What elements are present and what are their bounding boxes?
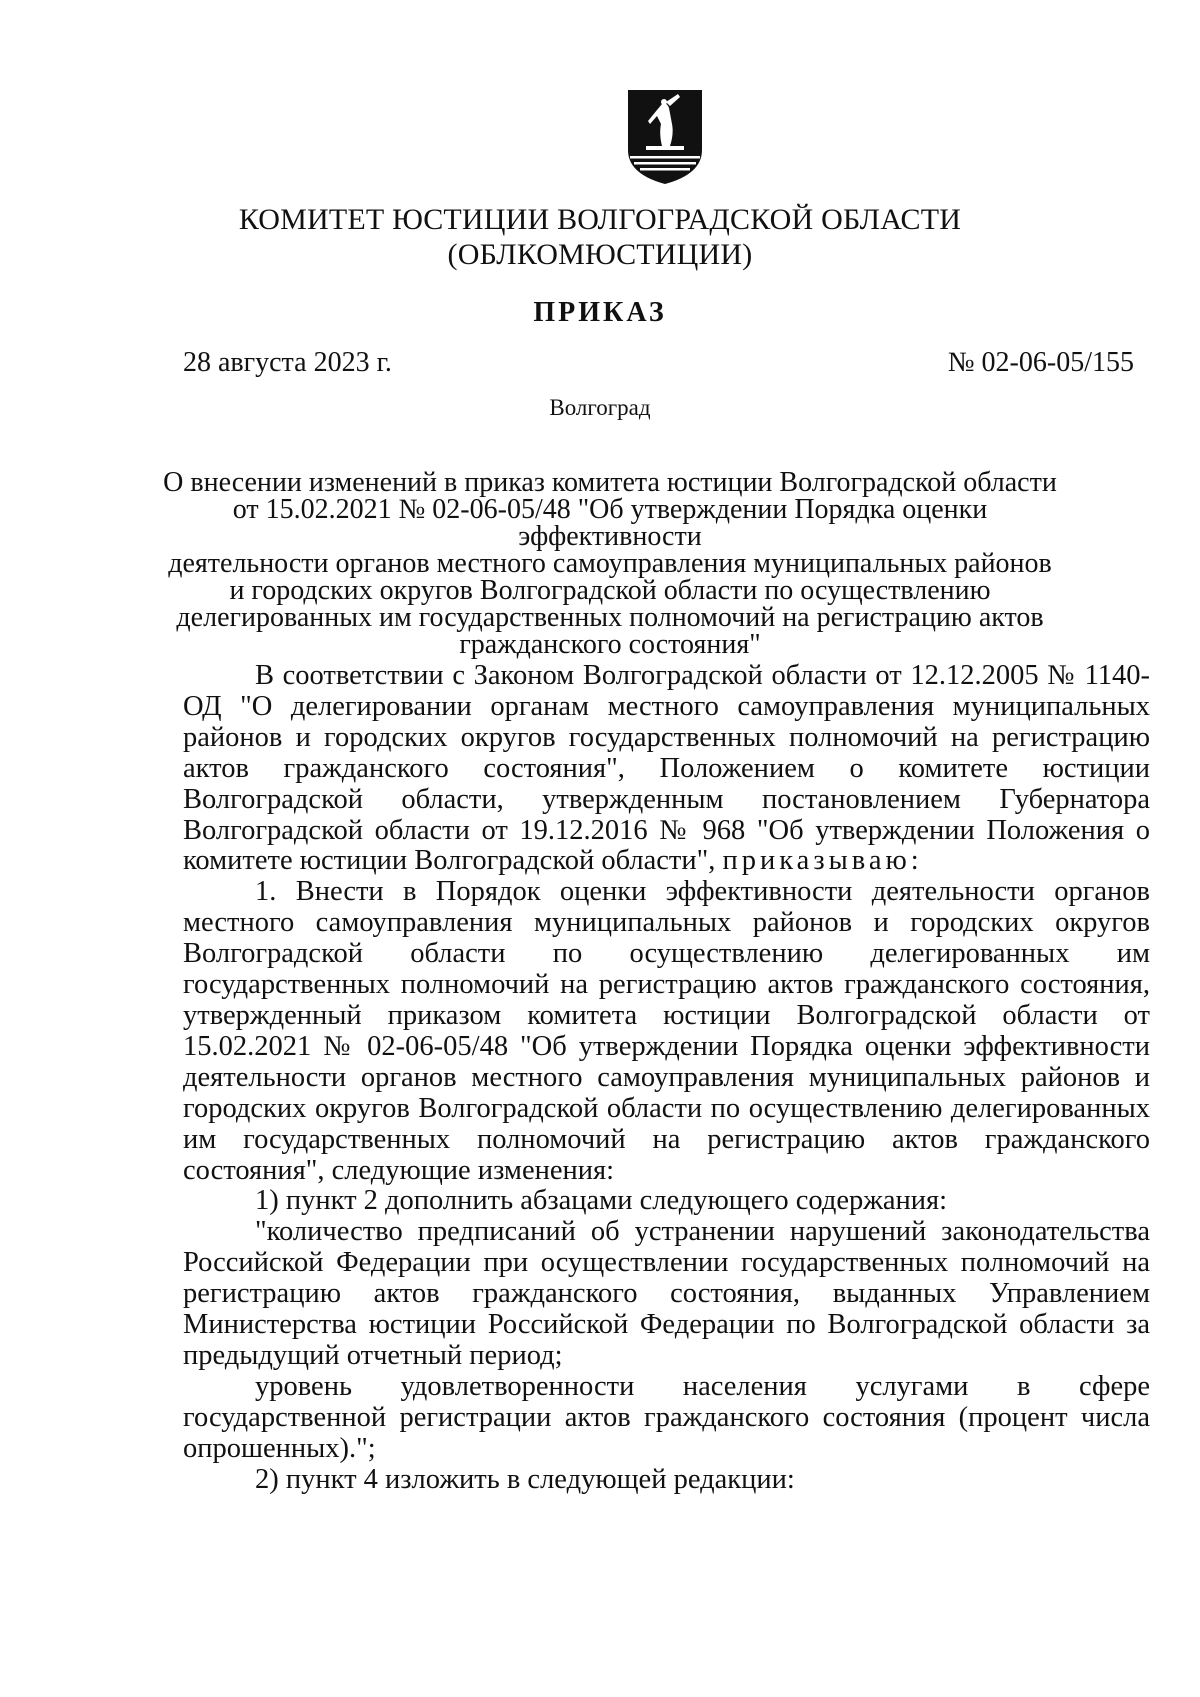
subject-line: и городских округов Волгоградской области по осуществлению <box>229 575 991 606</box>
sub-item-1: 1) пункт 2 дополнить абзацами следующего содержания: <box>255 1185 948 1217</box>
document-date: 28 августа 2023 г. <box>183 347 392 378</box>
subject-line: от 15.02.2021 № 02-06-05/48 "Об утверждении Порядка оценки эффективности <box>232 494 988 552</box>
document-subject <box>150 469 1070 658</box>
preamble-text: В соответствии с Законом Волгоградской области от 12.12.2005 № 1140-ОД "О делегировании органам местного самоуправления муниципальных районов и городских округов государственных полномочий на регистрацию актов гражданского состояния", Положением о комитете юстиции Волгоградской области, утвержденным постановлением Губернатора Волгоградской области от 19.12.2016 № 968 "Об утверждении Положения о комитете юстиции Волгоградской области", <box>183 660 1150 877</box>
preamble-paragraph <box>183 661 1150 877</box>
document-body <box>183 661 1150 1495</box>
document-city: Волгоград <box>549 395 651 420</box>
volgograd-coat-of-arms-icon <box>626 88 704 186</box>
quoted-paragraph-2: уровень удовлетворенности населения услугами в сфере государственной регистрации актов гражданского состояния (процент числа опрошенных)."; <box>183 1370 1150 1464</box>
preamble-keyword: приказываю: <box>722 845 923 877</box>
subject-line: делегированных им государственных полномочий на регистрацию актов <box>176 602 1044 633</box>
quoted-paragraph-1: "количество предписаний об устранении нарушений законодательства Российской Федерации при осуществлении государственных полномочий на регистрацию актов гражданского состояния, выданных Управлением Министерства юстиции Российской Федерации по Волгоградской области за предыдущий отчетный период; <box>183 1216 1150 1371</box>
subject-line: гражданского состояния" <box>459 629 761 660</box>
organization-name: КОМИТЕТ ЮСТИЦИИ ВОЛГОГРАДСКОЙ ОБЛАСТИ <box>238 203 962 236</box>
subject-line: О внесении изменений в приказ комитета юстиции Волгоградской области <box>163 467 1057 498</box>
subject-line: деятельности органов местного самоуправления муниципальных районов <box>168 548 1052 579</box>
sub-item-2: 2) пункт 4 изложить в следующей редакции: <box>255 1463 795 1495</box>
document-type: ПРИКАЗ <box>533 297 667 328</box>
document-number: № 02-06-05/155 <box>947 347 1134 378</box>
item-1-paragraph: 1. Внести в Порядок оценки эффективности деятельности органов местного самоуправления муниципальных районов и городских округов Волгоградской области по осуществлению делегированных им государственных полномочий на регистрацию актов гражданского состояния, утвержденный приказом комитета юстиции Волгоградской области от 15.02.2021 № 02-06-05/48 "Об утверждении Порядка оценки эффективности деятельности органов местного самоуправления муниципальных районов и городских округов Волгоградской области по осуществлению делегированных им государственных полномочий на регистрацию актов гражданского состояния", следующие изменения: <box>183 876 1150 1186</box>
organization-short-name: (ОБЛКОМЮСТИЦИИ) <box>447 238 753 271</box>
